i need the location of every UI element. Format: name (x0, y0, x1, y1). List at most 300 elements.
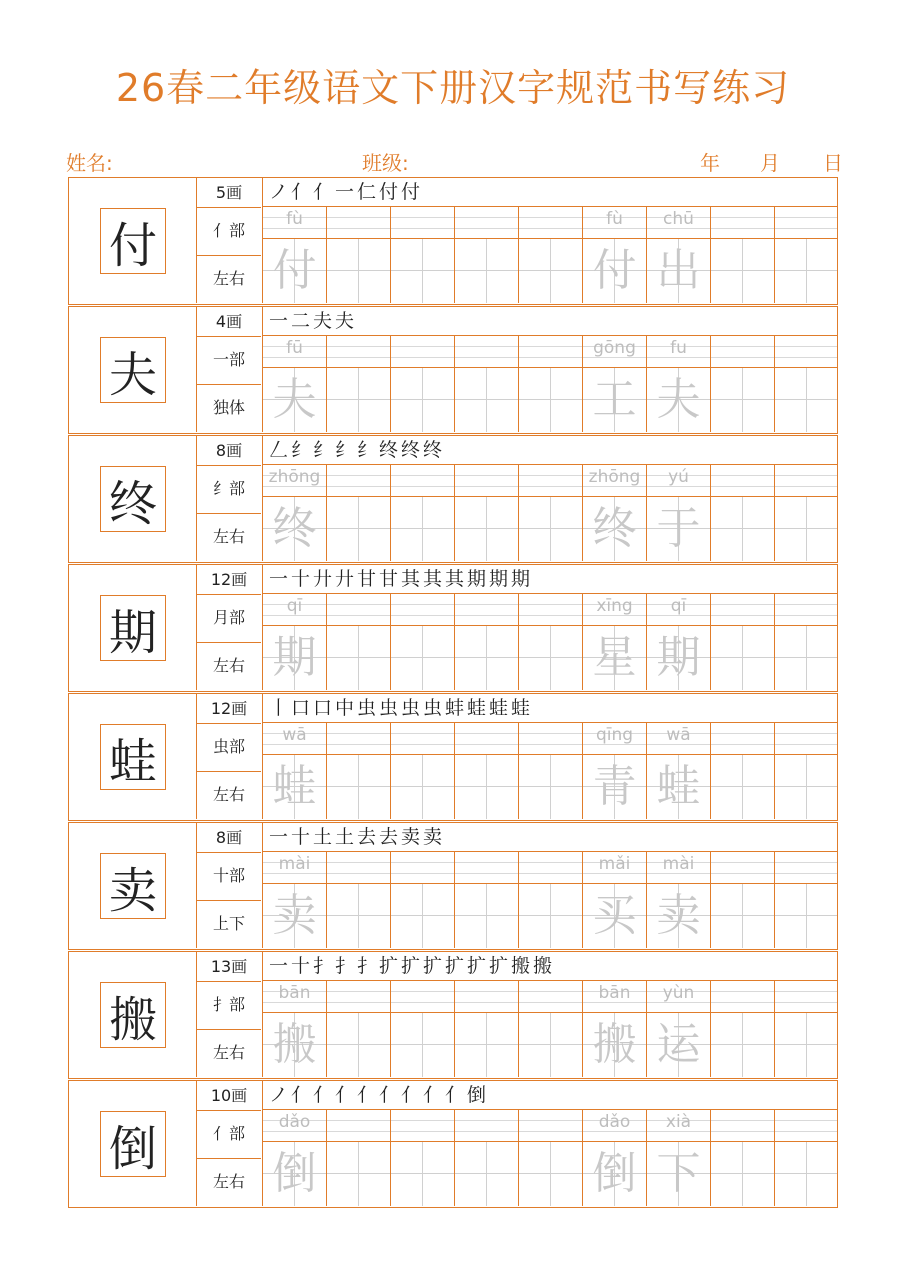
writing-grid (263, 465, 837, 561)
pinyin-area (455, 465, 518, 497)
trace-char: 工 (592, 374, 637, 425)
big-char: 期 (100, 595, 166, 661)
pinyin: fù (606, 209, 623, 229)
pinyin: bān (278, 983, 311, 1003)
writing-cell[interactable] (327, 594, 391, 690)
pinyin: mài (662, 854, 695, 874)
tian-grid (455, 368, 518, 432)
tian-grid (391, 1142, 454, 1206)
tian-grid (583, 626, 646, 690)
char-meta (197, 436, 263, 561)
radical: 十部 (197, 852, 261, 901)
char-block (68, 822, 838, 950)
pinyin-area (711, 981, 774, 1013)
tian-grid (583, 1013, 646, 1077)
writing-grid (263, 723, 837, 819)
pinyin-area (583, 723, 646, 755)
pinyin-area (519, 981, 582, 1013)
trace-char: 青 (592, 761, 637, 812)
writing-cell[interactable] (775, 594, 837, 690)
trace-char: 付 (272, 245, 317, 296)
tian-grid (519, 368, 582, 432)
writing-cell[interactable] (327, 981, 391, 1077)
stroke-order: 一十扌扌扌扩扩扩扩扩扩搬搬 (263, 952, 837, 981)
tian-grid (455, 239, 518, 303)
tian-grid (327, 626, 390, 690)
pinyin-area (391, 852, 454, 884)
structure: 左右 (212, 1172, 245, 1191)
writing-cell[interactable] (583, 1110, 647, 1206)
tian-grid (647, 884, 710, 948)
big-char-cell (69, 694, 197, 819)
tian-grid (519, 626, 582, 690)
pinyin-area (775, 852, 837, 884)
pinyin-area (775, 207, 837, 239)
tian-grid (583, 1142, 646, 1206)
writing-cell[interactable] (583, 981, 647, 1077)
writing-cell[interactable] (263, 723, 327, 819)
pinyin-area (327, 723, 390, 755)
pinyin-area (647, 723, 710, 755)
writing-cell[interactable] (263, 336, 327, 432)
stroke-order: 一十廾廾甘甘其其其期期期 (263, 565, 837, 594)
month-label: 月 (760, 151, 780, 175)
tian-grid (775, 239, 837, 303)
radical: 亻部 (197, 207, 261, 256)
tian-grid (263, 1142, 326, 1206)
writing-cell[interactable] (519, 207, 583, 303)
big-char-cell (69, 436, 197, 561)
stroke-count: 13画 (197, 952, 261, 982)
big-char: 蛙 (100, 724, 166, 790)
writing-grid (263, 594, 837, 690)
radical: 一部 (197, 336, 261, 385)
pinyin-area (263, 1110, 326, 1142)
writing-cell[interactable] (647, 981, 711, 1077)
writing-cell[interactable] (455, 723, 519, 819)
tian-grid (647, 368, 710, 432)
pinyin-area (711, 1110, 774, 1142)
char-block (68, 693, 838, 821)
pinyin-area (583, 852, 646, 884)
structure: 左右 (212, 1043, 245, 1062)
trace-char: 期 (272, 632, 317, 683)
pinyin-area (519, 207, 582, 239)
pinyin: yùn (662, 983, 695, 1003)
big-char-cell (69, 823, 197, 948)
writing-cell[interactable] (327, 852, 391, 948)
writing-cell[interactable] (775, 1110, 837, 1206)
writing-cell[interactable] (711, 207, 775, 303)
stroke-order: ノ亻亻一仁付付 (263, 178, 837, 207)
tian-grid (711, 626, 774, 690)
writing-cell[interactable] (583, 723, 647, 819)
big-char-cell (69, 952, 197, 1077)
stroke-count: 12画 (197, 694, 261, 724)
tian-grid (263, 497, 326, 561)
char-block (68, 1080, 838, 1208)
tian-grid (391, 239, 454, 303)
pinyin: zhōng (268, 467, 321, 487)
big-char: 付 (100, 208, 166, 274)
writing-cell[interactable] (711, 852, 775, 948)
tian-grid (647, 755, 710, 819)
pinyin: chū (663, 209, 694, 229)
pinyin-area (391, 723, 454, 755)
tian-grid (775, 1013, 837, 1077)
tian-grid (711, 1142, 774, 1206)
tian-grid (327, 1013, 390, 1077)
stroke-order: 一十土土去去卖卖 (263, 823, 837, 852)
big-char: 搬 (100, 982, 166, 1048)
pinyin-area (455, 207, 518, 239)
pinyin: zhōng (588, 467, 641, 487)
tian-grid (711, 368, 774, 432)
tian-grid (327, 884, 390, 948)
pinyin: fū (286, 338, 303, 358)
writing-cell[interactable] (391, 465, 455, 561)
writing-cell[interactable] (519, 465, 583, 561)
writing-cell[interactable] (711, 336, 775, 432)
writing-cell[interactable] (519, 1110, 583, 1206)
pinyin-area (647, 1110, 710, 1142)
char-block (68, 564, 838, 692)
pinyin-area (455, 1110, 518, 1142)
writing-cell[interactable] (455, 594, 519, 690)
pinyin-area (711, 465, 774, 497)
writing-cell[interactable] (583, 594, 647, 690)
structure: 上下 (212, 914, 245, 933)
pinyin-area (647, 207, 710, 239)
writing-cell[interactable] (327, 207, 391, 303)
writing-cell[interactable] (647, 723, 711, 819)
tian-grid (711, 884, 774, 948)
char-block (68, 951, 838, 1079)
tian-grid (327, 755, 390, 819)
pinyin: gōng (593, 338, 636, 358)
writing-cell[interactable] (647, 465, 711, 561)
writing-cell[interactable] (391, 336, 455, 432)
char-block (68, 435, 838, 563)
tian-grid (519, 755, 582, 819)
tian-grid (327, 368, 390, 432)
char-meta (197, 565, 263, 690)
pinyin-area (519, 723, 582, 755)
writing-cell[interactable] (775, 465, 837, 561)
tian-grid (519, 1142, 582, 1206)
pinyin-area (455, 336, 518, 368)
trace-char: 于 (656, 503, 701, 554)
writing-cell[interactable] (647, 852, 711, 948)
pinyin-area (455, 981, 518, 1013)
stroke-count: 4画 (197, 307, 261, 337)
writing-cell[interactable] (583, 465, 647, 561)
tian-grid (455, 626, 518, 690)
trace-char: 期 (656, 632, 701, 683)
stroke-order: 一二夫夫 (263, 307, 837, 336)
tian-grid (519, 1013, 582, 1077)
char-meta (197, 694, 263, 819)
pinyin-area (647, 981, 710, 1013)
pinyin-area (647, 336, 710, 368)
tian-grid (647, 497, 710, 561)
tian-grid (519, 497, 582, 561)
pinyin-area (327, 594, 390, 626)
pinyin-area (327, 336, 390, 368)
tian-grid (391, 755, 454, 819)
pinyin-area (775, 465, 837, 497)
big-char-cell (69, 307, 197, 432)
tian-grid (391, 368, 454, 432)
writing-cell[interactable] (455, 336, 519, 432)
tian-grid (263, 755, 326, 819)
stroke-count: 10画 (197, 1081, 261, 1111)
stroke-order: 𠃋纟纟纟纟终终终 (263, 436, 837, 465)
trace-char: 卖 (272, 890, 317, 941)
stroke-count: 5画 (197, 178, 261, 208)
writing-grid (263, 852, 837, 948)
pinyin-area (583, 336, 646, 368)
pinyin-area (391, 465, 454, 497)
tian-grid (327, 497, 390, 561)
tian-grid (391, 497, 454, 561)
pinyin-area (711, 336, 774, 368)
tian-grid (711, 239, 774, 303)
tian-grid (647, 1142, 710, 1206)
pinyin-area (455, 723, 518, 755)
tian-grid (263, 368, 326, 432)
stroke-order: 丨口口中虫虫虫虫蚌蛙蛙蛙 (263, 694, 837, 723)
pinyin-area (519, 465, 582, 497)
writing-cell[interactable] (263, 852, 327, 948)
pinyin-area (263, 594, 326, 626)
writing-cell[interactable] (391, 1110, 455, 1206)
writing-cell[interactable] (263, 1110, 327, 1206)
pinyin: mǎi (598, 854, 631, 874)
trace-char: 夫 (656, 374, 701, 425)
big-char: 卖 (100, 853, 166, 919)
writing-cell[interactable] (583, 336, 647, 432)
writing-cell[interactable] (647, 1110, 711, 1206)
pinyin-area (711, 594, 774, 626)
structure: 左右 (212, 785, 245, 804)
writing-cell[interactable] (519, 723, 583, 819)
structure: 左右 (212, 656, 245, 675)
pinyin: yú (668, 467, 689, 487)
char-meta (197, 178, 263, 303)
tian-grid (647, 626, 710, 690)
pinyin-area (391, 981, 454, 1013)
trace-char: 搬 (272, 1019, 317, 1070)
trace-char: 出 (656, 245, 701, 296)
tian-grid (711, 1013, 774, 1077)
writing-cell[interactable] (391, 981, 455, 1077)
big-char-cell (69, 565, 197, 690)
writing-cell[interactable] (775, 852, 837, 948)
tian-grid (263, 884, 326, 948)
writing-cell[interactable] (519, 336, 583, 432)
tian-grid (455, 1013, 518, 1077)
writing-cell[interactable] (263, 594, 327, 690)
pinyin-area (583, 594, 646, 626)
tian-grid (711, 497, 774, 561)
writing-cell[interactable] (647, 594, 711, 690)
writing-cell[interactable] (583, 852, 647, 948)
pinyin-area (583, 465, 646, 497)
pinyin-area (327, 852, 390, 884)
char-meta (197, 823, 263, 948)
writing-cell[interactable] (711, 981, 775, 1077)
char-block (68, 306, 838, 434)
pinyin-area (263, 336, 326, 368)
tian-grid (455, 497, 518, 561)
big-char-cell (69, 1081, 197, 1206)
trace-char: 夫 (272, 374, 317, 425)
pinyin: qī (670, 596, 687, 616)
writing-cell[interactable] (711, 1110, 775, 1206)
stroke-count: 12画 (197, 565, 261, 595)
pinyin: bān (598, 983, 631, 1003)
writing-cell[interactable] (711, 465, 775, 561)
trace-char: 卖 (656, 890, 701, 941)
writing-cell[interactable] (391, 723, 455, 819)
big-char: 夫 (100, 337, 166, 403)
trace-char: 星 (592, 632, 637, 683)
pinyin-area (455, 852, 518, 884)
pinyin-area (391, 1110, 454, 1142)
class-label: 班级: (362, 151, 409, 175)
trace-char: 终 (272, 503, 317, 554)
tian-grid (391, 626, 454, 690)
tian-grid (775, 626, 837, 690)
structure: 左右 (212, 527, 245, 546)
char-meta (197, 307, 263, 432)
writing-cell[interactable] (455, 465, 519, 561)
writing-cell[interactable] (775, 981, 837, 1077)
writing-cell[interactable] (647, 336, 711, 432)
trace-char: 蛙 (272, 761, 317, 812)
pinyin: mài (278, 854, 311, 874)
writing-cell[interactable] (775, 336, 837, 432)
pinyin-area (455, 594, 518, 626)
writing-cell[interactable] (519, 852, 583, 948)
pinyin-area (391, 207, 454, 239)
radical: 纟部 (197, 465, 261, 514)
radical: 虫部 (197, 723, 261, 772)
big-char-cell (69, 178, 197, 303)
tian-grid (391, 1013, 454, 1077)
writing-cell[interactable] (519, 594, 583, 690)
writing-cell[interactable] (583, 207, 647, 303)
tian-grid (711, 755, 774, 819)
writing-cell[interactable] (391, 852, 455, 948)
writing-cell[interactable] (263, 207, 327, 303)
writing-cell[interactable] (327, 723, 391, 819)
structure: 左右 (212, 269, 245, 288)
pinyin-area (647, 594, 710, 626)
writing-cell[interactable] (263, 981, 327, 1077)
tian-grid (263, 1013, 326, 1077)
writing-cell[interactable] (391, 594, 455, 690)
pinyin: dǎo (598, 1112, 631, 1132)
char-block (68, 177, 838, 305)
big-char: 倒 (100, 1111, 166, 1177)
pinyin-area (711, 723, 774, 755)
tian-grid (647, 1013, 710, 1077)
tian-grid (455, 884, 518, 948)
year-label: 年 (700, 151, 720, 175)
pinyin-area (647, 465, 710, 497)
pinyin-area (263, 852, 326, 884)
pinyin-area (711, 852, 774, 884)
pinyin: dǎo (278, 1112, 311, 1132)
trace-char: 买 (592, 890, 637, 941)
writing-cell[interactable] (327, 465, 391, 561)
tian-grid (263, 239, 326, 303)
writing-cell[interactable] (327, 1110, 391, 1206)
pinyin-area (327, 981, 390, 1013)
pinyin-area (583, 1110, 646, 1142)
pinyin: wā (282, 725, 307, 745)
trace-char: 付 (592, 245, 637, 296)
writing-cell[interactable] (455, 981, 519, 1077)
writing-grid (263, 336, 837, 432)
writing-cell[interactable] (775, 723, 837, 819)
pinyin-area (263, 207, 326, 239)
writing-grid (263, 207, 837, 303)
pinyin-area (583, 207, 646, 239)
pinyin-area (519, 594, 582, 626)
pinyin: xīng (596, 596, 633, 616)
tian-grid (327, 239, 390, 303)
pinyin-area (327, 207, 390, 239)
trace-char: 搬 (592, 1019, 637, 1070)
stroke-order: ノ亻亻亻亻亻亻亻亻倒 (263, 1081, 837, 1110)
tian-grid (775, 368, 837, 432)
writing-cell[interactable] (455, 207, 519, 303)
tian-grid (391, 884, 454, 948)
pinyin-area (391, 594, 454, 626)
tian-grid (583, 755, 646, 819)
radical: 月部 (197, 594, 261, 643)
pinyin-area (327, 1110, 390, 1142)
pinyin: xià (665, 1112, 692, 1132)
pinyin-area (775, 723, 837, 755)
tian-grid (519, 884, 582, 948)
writing-cell[interactable] (775, 207, 837, 303)
tian-grid (583, 239, 646, 303)
writing-cell[interactable] (391, 207, 455, 303)
tian-grid (583, 497, 646, 561)
page-title: 26春二年级语文下册汉字规范书写练习 (115, 66, 791, 110)
writing-cell[interactable] (647, 207, 711, 303)
writing-grid (263, 1110, 837, 1206)
writing-cell[interactable] (711, 723, 775, 819)
writing-cell[interactable] (263, 465, 327, 561)
writing-grid (263, 981, 837, 1077)
tian-grid (455, 755, 518, 819)
trace-char: 终 (592, 503, 637, 554)
writing-cell[interactable] (519, 981, 583, 1077)
writing-cell[interactable] (455, 1110, 519, 1206)
writing-cell[interactable] (327, 336, 391, 432)
writing-cell[interactable] (455, 852, 519, 948)
writing-cell[interactable] (711, 594, 775, 690)
stroke-count: 8画 (197, 436, 261, 466)
stroke-count: 8画 (197, 823, 261, 853)
tian-grid (455, 1142, 518, 1206)
trace-char: 运 (656, 1019, 701, 1070)
